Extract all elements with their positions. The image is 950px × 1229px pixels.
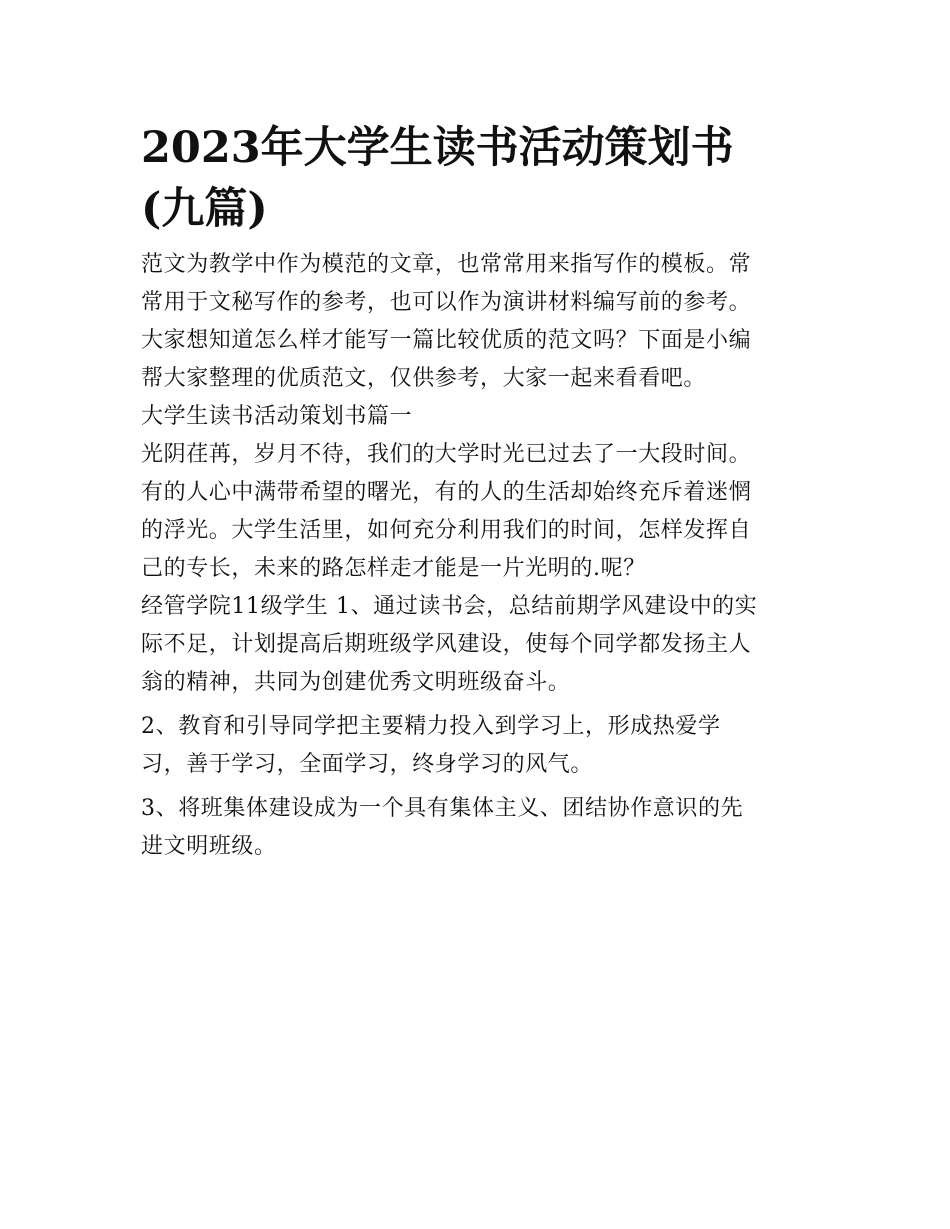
title-line-1: 2023年大学生读书活动策划书 [141, 123, 734, 173]
intro-line: 帮大家整理的优质范文，仅供参考，大家一起来看看吧。 [141, 366, 707, 391]
intro-line: 范文为教学中作为模范的文章，也常常用来指写作的模板。常 [141, 252, 752, 277]
title-line-2: (九篇) [141, 184, 268, 234]
intro-line: 常用于文秘写作的参考，也可以作为演讲材料编写前的参考。 [141, 290, 752, 315]
document-title [141, 118, 821, 240]
paragraph-line: 翁的精神，共同为创建优秀文明班级奋斗。 [141, 670, 571, 695]
intro-line: 大家想知道怎么样才能写一篇比较优质的范文吗？下面是小编 [141, 328, 752, 353]
paragraph-4 [141, 790, 821, 866]
paragraph-3 [141, 708, 821, 784]
paragraph-1 [141, 436, 821, 588]
paragraph-2 [141, 588, 821, 702]
paragraph-line: 有的人心中满带希望的曙光，有的人的生活却始终充斥着迷惘 [141, 480, 752, 505]
paragraph-line: 进文明班级。 [141, 834, 277, 859]
paragraph-line: 的浮光。大学生活里，如何充分利用我们的时间，怎样发挥自 [141, 518, 752, 543]
paragraph-line: 际不足，计划提高后期班级学风建设，使每个同学都发扬主人 [141, 632, 752, 657]
paragraph-line: 3、将班集体建设成为一个具有集体主义、团结协作意识的先 [141, 796, 744, 821]
paragraph-line: 习，善于学习，全面学习，终身学习的风气。 [141, 752, 594, 777]
section-heading [141, 398, 821, 436]
paragraph-line: 2、教育和引导同学把主要精力投入到学习上，形成热爱学 [141, 714, 721, 739]
section-heading-text: 大学生读书活动策划书篇一 [141, 404, 413, 429]
paragraph-line: 经管学院11级学生 1、通过读书会，总结前期学风建设中的实 [141, 594, 758, 619]
paragraph-line: 光阴荏苒，岁月不待，我们的大学时光已过去了一大段时间。 [141, 442, 752, 467]
intro-paragraph [141, 246, 821, 398]
paragraph-line: 己的专长，未来的路怎样走才能是一片光明的.呢？ [141, 556, 646, 581]
document-body [141, 118, 821, 866]
